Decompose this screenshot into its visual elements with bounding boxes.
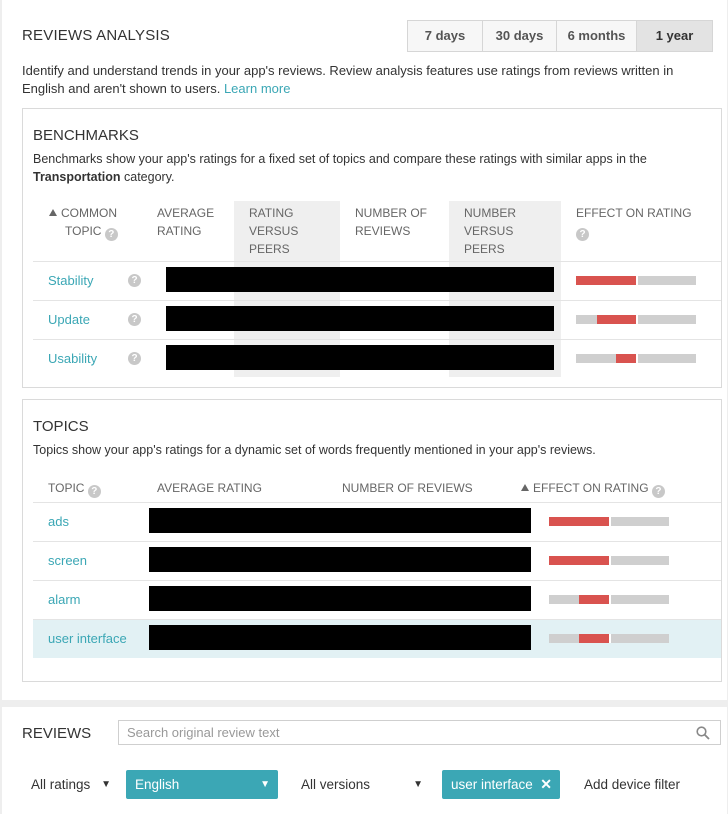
range-1-year-button[interactable]: 1 year xyxy=(637,21,712,51)
header-nvp-line2: VERSUS xyxy=(464,224,514,238)
effect-bar xyxy=(549,634,669,643)
header-average-rating[interactable] xyxy=(157,204,214,240)
benchmarks-title: BENCHMARKS xyxy=(33,127,139,144)
benchmark-topic-link[interactable]: Stability xyxy=(48,273,94,288)
header-rvp-line2: VERSUS xyxy=(249,224,299,238)
table-row[interactable] xyxy=(33,261,721,300)
dropdown-caret-icon: ▼ xyxy=(260,779,270,790)
topic-link[interactable]: user interface xyxy=(48,631,127,646)
versions-dropdown[interactable] xyxy=(301,770,423,799)
header-number-of-reviews[interactable]: NUMBER OF REVIEWS xyxy=(342,481,473,495)
effect-bar xyxy=(549,595,669,604)
effect-bar xyxy=(549,517,669,526)
redacted-values xyxy=(149,586,531,611)
table-row[interactable] xyxy=(33,300,721,339)
header-average-line2: RATING xyxy=(157,224,202,238)
header-effect-label: EFFECT ON RATING xyxy=(533,481,649,495)
dropdown-caret-icon: ▼ xyxy=(101,779,111,790)
effect-bar-midline xyxy=(609,634,611,643)
topic-filter-chip[interactable] xyxy=(442,770,560,799)
header-average-rating[interactable]: AVERAGE RATING xyxy=(157,481,262,495)
ratings-dropdown-label: All ratings xyxy=(31,777,91,792)
benchmarks-desc-suffix: category. xyxy=(124,170,175,184)
effect-bar-fill xyxy=(549,556,609,565)
range-30-days-button[interactable]: 30 days xyxy=(483,21,557,51)
header-topic-label: TOPIC xyxy=(48,481,85,495)
effect-bar-fill xyxy=(549,517,609,526)
header-average-line1: AVERAGE xyxy=(157,206,215,220)
redacted-values xyxy=(166,306,554,331)
learn-more-link[interactable]: Learn more xyxy=(223,81,291,96)
help-icon[interactable]: ? xyxy=(128,274,141,287)
redacted-values xyxy=(166,345,554,370)
topic-link[interactable]: screen xyxy=(48,553,88,568)
topics-description: Topics show your app's ratings for a dynamic set of words frequently mentioned in your app's reviews. xyxy=(33,443,596,457)
benchmark-topic-link[interactable]: Update xyxy=(48,312,90,327)
table-row[interactable] xyxy=(33,580,721,619)
language-dropdown-label: English xyxy=(135,777,180,792)
effect-bar-fill xyxy=(579,595,609,604)
benchmarks-desc-text: Benchmarks show your app's ratings for a fixed set of topics and compare these ratings with similar apps in the xyxy=(33,152,647,166)
effect-bar-fill xyxy=(616,354,636,363)
topics-title: TOPICS xyxy=(33,418,89,435)
redacted-values xyxy=(149,547,531,572)
header-topic[interactable] xyxy=(48,479,101,498)
search-box xyxy=(118,720,721,745)
benchmarks-panel xyxy=(22,108,722,388)
range-7-days-button[interactable]: 7 days xyxy=(408,21,483,51)
redacted-values xyxy=(166,267,554,292)
header-common-topic-line1: COMMON xyxy=(61,206,117,220)
help-icon[interactable]: ? xyxy=(128,313,141,326)
effect-bar-midline xyxy=(609,595,611,604)
category-name: Transportation xyxy=(33,170,121,184)
reviews-title: REVIEWS xyxy=(22,725,92,742)
search-input[interactable] xyxy=(127,721,687,744)
header-num-line1: NUMBER OF xyxy=(355,206,427,220)
table-row[interactable] xyxy=(33,502,721,541)
table-row[interactable] xyxy=(33,541,721,580)
effect-bar-fill xyxy=(579,634,609,643)
reviews-card xyxy=(2,707,727,814)
header-rating-versus-peers[interactable] xyxy=(249,204,298,258)
sort-ascending-icon xyxy=(49,209,57,216)
table-row-selected[interactable] xyxy=(33,619,721,658)
topics-panel xyxy=(22,399,722,682)
ratings-dropdown[interactable] xyxy=(31,770,111,799)
dropdown-caret-icon: ▼ xyxy=(413,779,423,790)
benchmark-topic-link[interactable]: Usability xyxy=(48,351,98,366)
help-icon[interactable]: ? xyxy=(105,228,118,241)
sort-ascending-icon xyxy=(521,484,529,491)
versions-dropdown-label: All versions xyxy=(301,777,371,792)
range-6-months-button[interactable]: 6 months xyxy=(557,21,637,51)
effect-bar-fill xyxy=(576,276,636,285)
topic-link[interactable]: alarm xyxy=(48,592,81,607)
analysis-description-text: Identify and understand trends in your app's reviews. Review analysis features use ratings from reviews written in English and aren't shown to users. xyxy=(22,63,674,96)
redacted-values xyxy=(149,508,531,533)
close-icon[interactable]: ✕ xyxy=(540,776,552,792)
header-rvp-line1: RATING xyxy=(249,206,294,220)
header-common-topic[interactable] xyxy=(49,204,118,241)
header-effect-on-rating[interactable] xyxy=(521,479,665,498)
add-device-filter-button[interactable]: Add device filter xyxy=(584,777,681,792)
header-nvp-line1: NUMBER xyxy=(464,206,517,220)
header-num-line2: REVIEWS xyxy=(355,224,411,238)
header-common-topic-line2: TOPIC xyxy=(65,224,102,238)
header-rvp-line3: PEERS xyxy=(249,242,290,256)
help-icon[interactable]: ? xyxy=(128,352,141,365)
effect-bar xyxy=(576,276,696,285)
table-row[interactable] xyxy=(33,339,721,378)
effect-bar-midline xyxy=(636,315,638,324)
language-dropdown[interactable] xyxy=(126,770,278,799)
header-nvp-line3: PEERS xyxy=(464,242,505,256)
topic-filter-chip-label: user interface xyxy=(451,777,533,792)
section-title: REVIEWS ANALYSIS xyxy=(22,27,170,44)
redacted-values xyxy=(149,625,531,650)
effect-bar-midline xyxy=(636,354,638,363)
header-effect-on-rating[interactable] xyxy=(576,204,692,241)
reviews-analysis-card xyxy=(2,0,727,700)
header-effect-line1: EFFECT ON RATING xyxy=(576,206,692,220)
effect-bar xyxy=(549,556,669,565)
benchmarks-description xyxy=(33,150,713,186)
header-number-of-reviews[interactable] xyxy=(355,204,427,240)
effect-bar-fill xyxy=(597,315,636,324)
effect-bar-midline xyxy=(609,556,611,565)
help-icon[interactable]: ? xyxy=(88,485,101,498)
help-icon[interactable]: ? xyxy=(652,485,665,498)
effect-bar xyxy=(576,354,696,363)
effect-bar-midline xyxy=(636,276,638,285)
search-icon[interactable] xyxy=(696,726,710,740)
help-icon[interactable]: ? xyxy=(576,228,589,241)
topic-link[interactable]: ads xyxy=(48,514,69,529)
header-number-versus-peers[interactable] xyxy=(464,204,516,258)
effect-bar xyxy=(576,315,696,324)
time-range-selector xyxy=(407,20,713,52)
effect-bar-midline xyxy=(609,517,611,526)
analysis-description xyxy=(22,62,712,98)
